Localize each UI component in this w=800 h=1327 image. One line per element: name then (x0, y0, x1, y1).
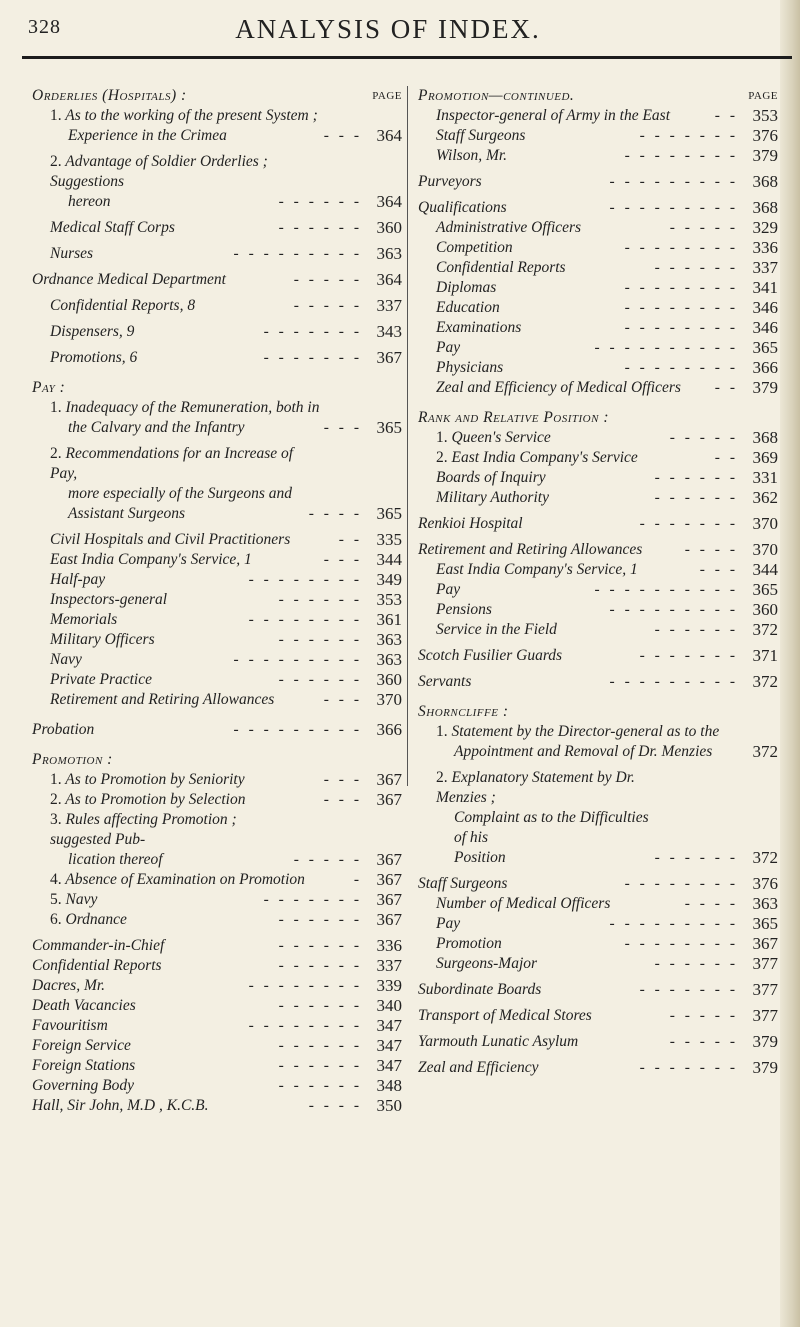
section-heading-promotion: Promotion : (32, 751, 113, 768)
index-entry: Navy - - - - - - - - - 363 (50, 650, 402, 669)
index-entry: Governing Body - - - - - - 348 (32, 1076, 402, 1095)
index-entry: Foreign Stations - - - - - - 347 (32, 1056, 402, 1075)
index-entry: Scotch Fusilier Guards - - - - - - - 371 (418, 646, 778, 665)
index-entry: Foreign Service - - - - - - 347 (32, 1036, 402, 1055)
index-entry: 2. Explanatory Statement by Dr. Menzies ; Complaint as to the Difficulties of his Position - - - - - - 372 (436, 769, 778, 867)
index-entry: Zeal and Efficiency of Medical Officers - - 379 (436, 378, 778, 397)
index-entry: Subordinate Boards - - - - - - - 377 (418, 980, 778, 999)
index-entry: Wilson, Mr. - - - - - - - - 379 (436, 146, 778, 165)
index-entry: 4. Absence of Examination on Promotion - 367 (50, 870, 402, 889)
index-entry: 2. East India Company's Service - - 369 (436, 448, 778, 467)
section-heading-shorncliffe: Shorncliffe : (418, 703, 509, 720)
index-entry: Yarmouth Lunatic Asylum - - - - - 379 (418, 1032, 778, 1051)
index-entry: Service in the Field - - - - - - 372 (436, 620, 778, 639)
index-entry: Civil Hospitals and Civil Practitioners - - 335 (50, 530, 402, 549)
page-header (28, 14, 748, 54)
index-entry: Confidential Reports - - - - - - 337 (436, 258, 778, 277)
index-entry: Staff Surgeons - - - - - - - 376 (436, 126, 778, 145)
page-label: PAGE (748, 90, 778, 102)
section-heading-promotion-continued: Promotion—continued. PAGE (418, 87, 778, 104)
index-entry: East India Company's Service, 1 - - - 344 (436, 560, 778, 579)
column-divider (407, 86, 408, 786)
index-entry: Hall, Sir John, M.D , K.C.B. - - - - 350 (32, 1096, 402, 1115)
index-entry: Death Vacancies - - - - - - 340 (32, 996, 402, 1015)
index-entry: Pay - - - - - - - - - 365 (436, 914, 778, 933)
index-entry: Education - - - - - - - - 346 (436, 298, 778, 317)
index-entry: Zeal and Efficiency - - - - - - - 379 (418, 1058, 778, 1077)
left-column (32, 86, 402, 1116)
index-entry: Commander-in-Chief - - - - - - 336 (32, 936, 402, 955)
index-entry: Medical Staff Corps - - - - - - 360 (50, 218, 402, 237)
index-entry: 1. Inadequacy of the Remuneration, both in the Calvary and the Infantry - - - 365 (50, 399, 402, 437)
heading-text: Orderlies (Hospitals) : (32, 87, 187, 104)
page-number: 328 (28, 16, 61, 38)
page-label: PAGE (372, 90, 402, 102)
index-entry: Competition - - - - - - - - 336 (436, 238, 778, 257)
index-entry: Favouritism - - - - - - - - 347 (32, 1016, 402, 1035)
index-entry: 1. As to Promotion by Seniority - - - 367 (50, 770, 402, 789)
index-entry: 1. Queen's Service - - - - - 368 (436, 428, 778, 447)
index-entry: Confidential Reports, 8 - - - - - 337 (50, 296, 402, 315)
index-entry: Confidential Reports - - - - - - 337 (32, 956, 402, 975)
index-entry: 1. Statement by the Director-general as to the Appointment and Removal of Dr. Menzies 372 (436, 723, 778, 761)
right-column (418, 86, 778, 1078)
index-entry: 2. Advantage of Soldier Orderlies ; Suggestions hereon - - - - - - 364 (50, 153, 402, 211)
section-heading-pay: Pay : (32, 379, 66, 396)
index-entry: Dispensers, 9 - - - - - - - 343 (50, 322, 402, 341)
index-entry: Promotions, 6 - - - - - - - 367 (50, 348, 402, 367)
index-entry: 6. Ordnance - - - - - - 367 (50, 910, 402, 929)
index-entry: Pensions - - - - - - - - - 360 (436, 600, 778, 619)
index-entry: Retirement and Retiring Allowances - - - - 370 (418, 540, 778, 559)
index-entry: Physicians - - - - - - - - 366 (436, 358, 778, 377)
index-entry: Inspectors-general - - - - - - 353 (50, 590, 402, 609)
index-entry: Memorials - - - - - - - - 361 (50, 610, 402, 629)
index-entry: Promotion - - - - - - - - 367 (436, 934, 778, 953)
index-entry: Diplomas - - - - - - - - 341 (436, 278, 778, 297)
index-entry: Servants - - - - - - - - - 372 (418, 672, 778, 691)
index-entry: Staff Surgeons - - - - - - - - 376 (418, 874, 778, 893)
index-entry: Nurses - - - - - - - - - 363 (50, 244, 402, 263)
index-entry: Purveyors - - - - - - - - - 368 (418, 172, 778, 191)
index-entry: Transport of Medical Stores - - - - - 377 (418, 1006, 778, 1025)
index-entry: East India Company's Service, 1 - - - 344 (50, 550, 402, 569)
index-entry: 2. As to Promotion by Selection - - - 367 (50, 790, 402, 809)
index-entry: Dacres, Mr. - - - - - - - - 339 (32, 976, 402, 995)
index-entry: Probation - - - - - - - - - 366 (32, 720, 402, 739)
index-entry: Qualifications - - - - - - - - - 368 (418, 198, 778, 217)
index-entry: 5. Navy - - - - - - - 367 (50, 890, 402, 909)
index-entry: 3. Rules affecting Promotion ; suggested Pub- lication thereof - - - - - 367 (50, 811, 402, 869)
index-entry: Half-pay - - - - - - - - 349 (50, 570, 402, 589)
page-edge (780, 0, 800, 1327)
index-entry: Administrative Officers - - - - - 329 (436, 218, 778, 237)
running-title: ANALYSIS OF INDEX. (235, 14, 541, 44)
index-entry: Private Practice - - - - - - 360 (50, 670, 402, 689)
index-entry: Inspector-general of Army in the East - - 353 (436, 106, 778, 125)
index-entry: Ordnance Medical Department - - - - - 364 (32, 270, 402, 289)
index-entry: Number of Medical Officers - - - - 363 (436, 894, 778, 913)
header-rule (22, 56, 792, 59)
index-entry: Boards of Inquiry - - - - - - 331 (436, 468, 778, 487)
index-entry: Pay - - - - - - - - - - 365 (436, 338, 778, 357)
index-entry: Renkioi Hospital - - - - - - - 370 (418, 514, 778, 533)
index-entry: Military Authority - - - - - - 362 (436, 488, 778, 507)
index-entry: Surgeons-Major - - - - - - 377 (436, 954, 778, 973)
index-entry: Pay - - - - - - - - - - 365 (436, 580, 778, 599)
index-entry: 2. Recommendations for an Increase of Pay, more especially of the Surgeons and Assistant Surgeons - - - - 365 (50, 445, 402, 523)
index-entry: Examinations - - - - - - - - 346 (436, 318, 778, 337)
index-entry: 1. As to the working of the present System ; Experience in the Crimea - - - 364 (50, 107, 402, 145)
section-heading-rank: Rank and Relative Position : (418, 409, 609, 426)
index-entry: Military Officers - - - - - - 363 (50, 630, 402, 649)
section-heading-orderlies (32, 86, 402, 106)
index-entry: Retirement and Retiring Allowances - - - 370 (50, 690, 402, 709)
